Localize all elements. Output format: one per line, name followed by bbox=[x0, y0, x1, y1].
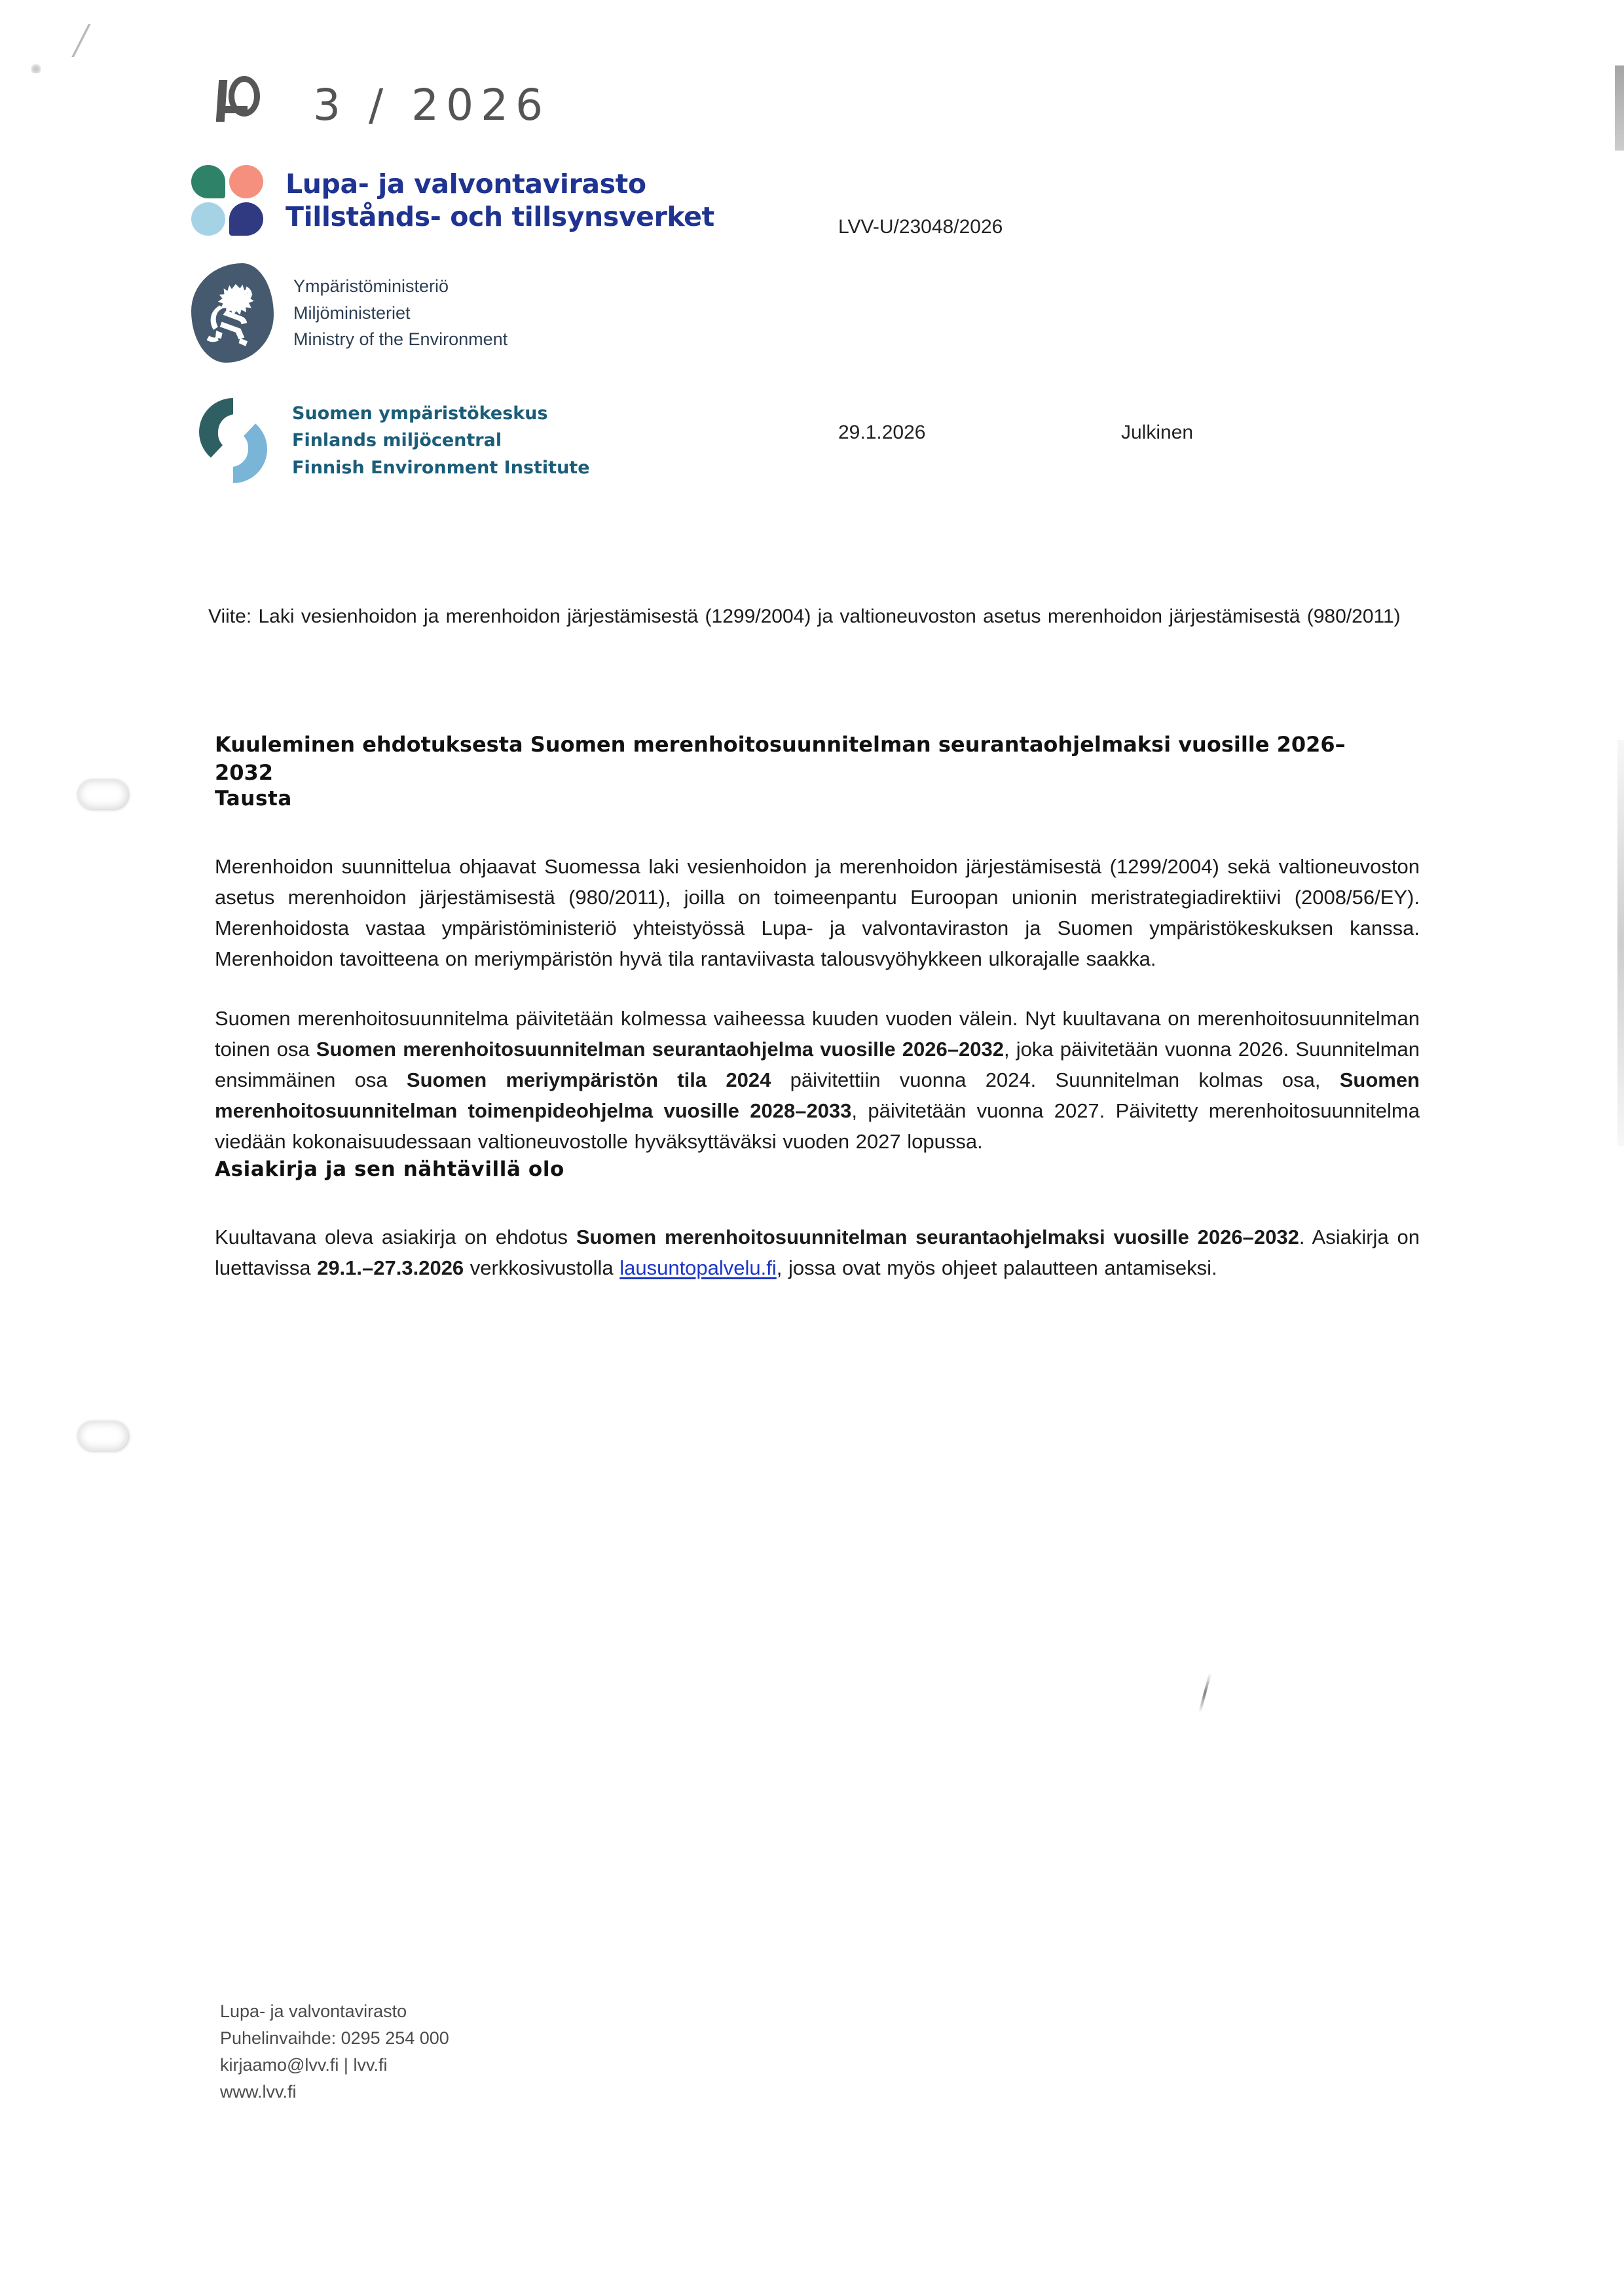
punch-hole-shadow bbox=[77, 779, 128, 809]
received-stamp-icon bbox=[216, 71, 250, 127]
page-footer bbox=[220, 1998, 449, 2105]
scan-edge-streak bbox=[1617, 740, 1624, 1146]
ministry-wordmark-en: Ministry of the Environment bbox=[293, 329, 508, 350]
para-text: päivitettiin vuonna 2024. Suunnitelman kolmas osa, bbox=[771, 1068, 1340, 1092]
stamp-number: 3 / 2026 bbox=[313, 80, 551, 130]
logo-dot-green bbox=[191, 165, 225, 198]
logo-dot-navy bbox=[229, 202, 263, 236]
punch-hole-shadow bbox=[77, 1421, 128, 1451]
footer-phone: Puhelinvaihde: 0295 254 000 bbox=[220, 2028, 449, 2049]
document-body bbox=[208, 602, 1439, 1283]
syke-wordmark-fi: Suomen ympäristökeskus bbox=[292, 403, 548, 424]
para-text: Kuultavana oleva asiakirja on ehdotus bbox=[215, 1225, 576, 1248]
footer-email-web: kirjaamo@lvv.fi | lvv.fi bbox=[220, 2055, 388, 2075]
lvv-wordmark-fi: Lupa- ja valvontavirasto bbox=[286, 168, 646, 200]
scan-smudge bbox=[69, 23, 94, 58]
reference-number: LVV-U/23048/2026 bbox=[838, 216, 1003, 238]
tausta-paragraph-2 bbox=[215, 1003, 1420, 1157]
para-emphasis: Suomen merenhoitosuunnitelman toimenpideohjelma vuosille 2028–2033 bbox=[215, 1068, 1420, 1123]
pen-stroke-artifact bbox=[1198, 1673, 1211, 1713]
section-heading-tausta: Tausta bbox=[215, 786, 292, 811]
lausuntopalvelu-link[interactable]: lausuntopalvelu.fi bbox=[619, 1256, 777, 1279]
document-date: 29.1.2026 bbox=[838, 422, 926, 443]
section-heading-asiakirja: Asiakirja ja sen nähtävillä olo bbox=[215, 1157, 564, 1181]
scan-speck bbox=[31, 63, 41, 73]
para-emphasis: 29.1.–27.3.2026 bbox=[317, 1256, 464, 1279]
finnish-environment-institute-logo-icon bbox=[191, 393, 275, 488]
para-emphasis: Suomen meriympäristön tila 2024 bbox=[406, 1068, 771, 1092]
logo-dot-coral bbox=[229, 165, 263, 198]
ministry-wordmark-fi: Ympäristöministeriö bbox=[293, 276, 449, 297]
finland-coat-of-arms-lion-icon bbox=[191, 263, 274, 363]
footer-organisation: Lupa- ja valvontavirasto bbox=[220, 2001, 407, 2021]
para-text: . Asiakirja on luettavissa bbox=[215, 1225, 1420, 1279]
asiakirja-paragraph bbox=[215, 1222, 1420, 1283]
para-text: , jossa ovat myös ohjeet palautteen antamiseksi. bbox=[776, 1256, 1217, 1279]
scan-edge-streak bbox=[1615, 65, 1624, 151]
para-text: , joka päivitetään vuonna 2026. Suunnitelman ensimmäinen osa bbox=[215, 1038, 1420, 1092]
lupa-ja-valvontavirasto-logo-icon bbox=[191, 165, 265, 236]
para-text: verkkosivustolla bbox=[464, 1256, 620, 1279]
para-text: Suomen merenhoitosuunnitelma päivitetään kolmessa vaiheessa kuuden vuoden välein. Nyt kuultavana on merenhoitosuunnitelman toinen osa bbox=[215, 1006, 1420, 1061]
received-stamp bbox=[216, 71, 551, 130]
para-emphasis: Suomen merenhoitosuunnitelman seurantaohjelmaksi vuosille 2026–2032 bbox=[576, 1225, 1299, 1248]
lvv-wordmark-sv: Tillstånds- och tillsynsverket bbox=[286, 201, 714, 232]
para-text: , päivitetään vuonna 2027. Päivitetty merenhoitosuunnitelma viedään kokonaisuudessaan valtioneuvostolle hyväksyttäväksi vuoden 2027 lopussa. bbox=[215, 1099, 1420, 1154]
syke-wordmark-en: Finnish Environment Institute bbox=[292, 457, 590, 478]
reference-line: Viite: Laki vesienhoidon ja merenhoidon järjestämisestä (1299/2004) ja valtioneuvoston asetus merenhoidon järjestämisestä (980/2011) bbox=[208, 606, 1401, 627]
logo-dot-sky bbox=[191, 202, 225, 236]
tausta-paragraph-1: Merenhoidon suunnittelua ohjaavat Suomessa laki vesienhoidon ja merenhoidon järjestämisestä (1299/2004) sekä valtioneuvoston asetus merenhoidon järjestämisestä (980/2011), joilla on toimeenpantu Euroopan unionin meristrategiadirektiivi (2008/56/EY). Merenhoidosta vastaa ympäristöministeriö yhteistyössä Lupa- ja valvontaviraston ja Suomen ympäristökeskuksen kanssa. Merenhoidon tavoitteena on meriympäristön hyvä tila rantaviivasta talousvyöhykkeen ulkorajalle saakka. bbox=[215, 854, 1420, 970]
para-emphasis: Suomen merenhoitosuunnitelman seurantaohjelma vuosille 2026–2032 bbox=[316, 1038, 1004, 1061]
syke-wordmark-sv: Finlands miljöcentral bbox=[292, 430, 502, 451]
ministry-of-environment-logo bbox=[191, 263, 977, 363]
page-title: Kuuleminen ehdotuksesta Suomen merenhoitosuunnitelman seurantaohjelmaksi vuosille 2026–2032 bbox=[215, 731, 1346, 785]
ministry-wordmark-sv: Miljöministeriet bbox=[293, 302, 411, 323]
classification-label: Julkinen bbox=[1121, 422, 1194, 443]
footer-website: www.lvv.fi bbox=[220, 2082, 297, 2102]
